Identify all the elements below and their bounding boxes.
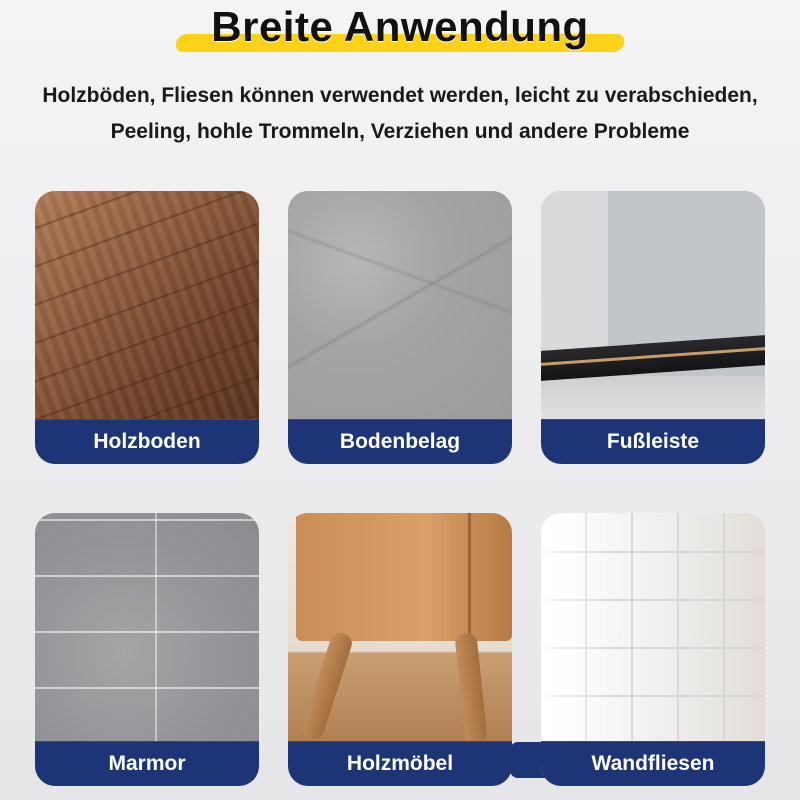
window-light (541, 513, 611, 743)
skirting-board (541, 335, 765, 381)
card-label: Fußleiste (606, 430, 700, 453)
title-area (0, 0, 800, 62)
card-label-bar (35, 741, 259, 786)
marble-floor-image (35, 513, 259, 743)
cabinet (296, 513, 512, 641)
cabinet-leg (300, 630, 355, 741)
card-label-bar (541, 741, 765, 786)
card-holzboden (35, 191, 259, 464)
card-wandfliesen (541, 513, 765, 786)
cabinet-leg (454, 632, 487, 743)
card-label-bar (288, 741, 512, 786)
card-marmor (35, 513, 259, 786)
furniture-image (288, 513, 512, 743)
floor-strip (541, 376, 765, 421)
card-label-bar (541, 419, 765, 464)
floor-tile-image (288, 191, 512, 421)
card-label: Marmor (108, 752, 186, 775)
card-bodenbelag (288, 191, 512, 464)
page-title: Breite Anwendung (211, 3, 589, 50)
card-fussleiste (541, 191, 765, 464)
page-subtitle: Holzböden, Fliesen können verwendet werden, leicht zu verabschieden, Peeling, hohle Trommeln, Verziehen und andere Probleme (42, 84, 758, 143)
card-label: Wandfliesen (591, 752, 715, 775)
wall-tile-image (541, 513, 765, 743)
card-label: Bodenbelag (339, 430, 461, 453)
card-label: Holzboden (93, 430, 201, 453)
wood-floor-image (35, 191, 259, 421)
card-label-bar (35, 419, 259, 464)
card-label: Holzmöbel (346, 752, 454, 775)
cabinet-door-line (468, 513, 471, 641)
card-holzmoebel (288, 513, 512, 786)
skirting-image (541, 191, 765, 421)
card-label-bar (288, 419, 512, 464)
